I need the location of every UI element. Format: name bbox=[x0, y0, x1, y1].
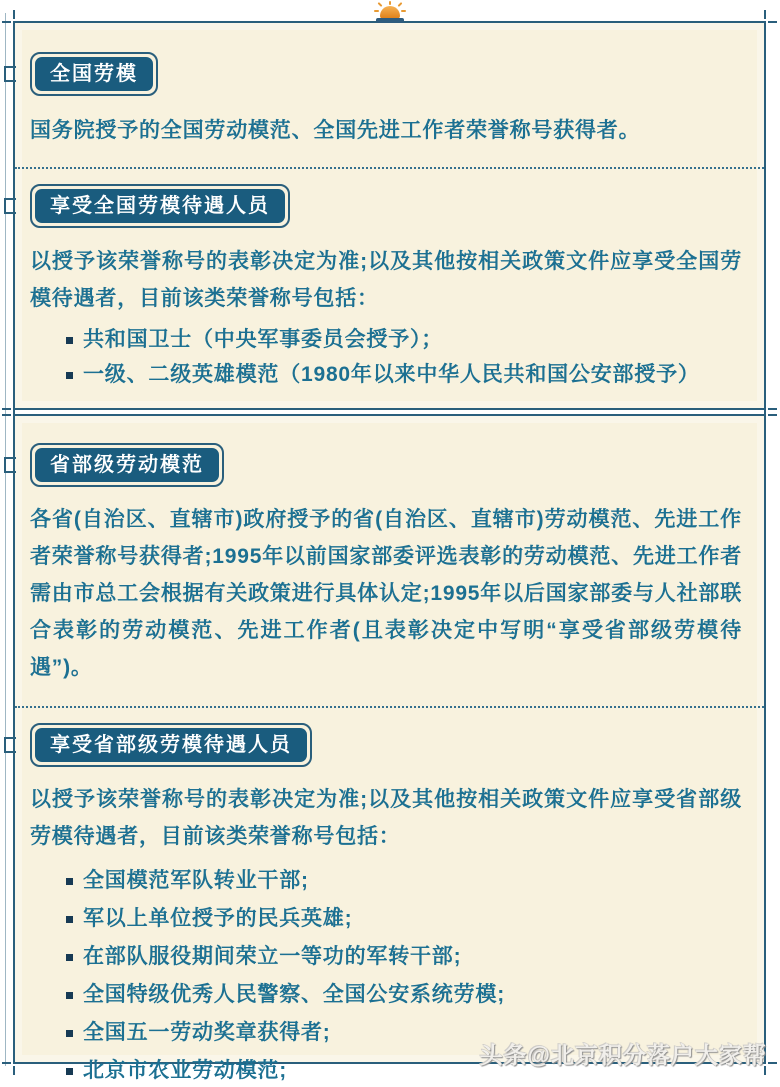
badge-label: 省部级劳动模范 bbox=[35, 448, 219, 482]
badge-bracket bbox=[4, 198, 16, 214]
list-item: 军以上单位授予的民兵英雄; bbox=[83, 902, 742, 935]
corner-tick bbox=[768, 21, 777, 23]
siren-ray-icon bbox=[378, 2, 383, 7]
corner-tick bbox=[768, 414, 777, 416]
corner-tick bbox=[764, 10, 766, 19]
siren-ray-icon bbox=[401, 10, 406, 12]
badge-national-treatment bbox=[30, 184, 290, 228]
corner-tick bbox=[768, 408, 777, 410]
dotted-divider bbox=[15, 167, 764, 169]
badge-national-model-worker bbox=[30, 52, 158, 96]
badge-bracket bbox=[4, 66, 16, 82]
watermark-text: 头条@北京积分落户大家帮 bbox=[479, 1042, 767, 1068]
card-body bbox=[15, 52, 764, 389]
badge-bracket bbox=[4, 737, 16, 753]
list-item: 全国特级优秀人民警察、全国公安系统劳模; bbox=[83, 978, 742, 1011]
badge-label: 全国劳模 bbox=[35, 57, 153, 91]
paragraph-national-treatment: 以授予该荣誉称号的表彰决定为准;以及其他按相关政策文件应享受全国劳模待遇者，目前该类荣誉称号包括： bbox=[30, 250, 742, 310]
corner-tick bbox=[2, 21, 11, 23]
siren-ray-icon bbox=[389, 1, 391, 5]
badge-provincial-treatment bbox=[30, 723, 312, 767]
badge-label: 享受省部级劳模待遇人员 bbox=[35, 728, 307, 762]
siren-icon bbox=[373, 1, 407, 25]
badge-row bbox=[30, 443, 742, 487]
left-guide-line bbox=[5, 13, 6, 1066]
list-item: 北京市农业劳动模范; bbox=[83, 1054, 742, 1087]
corner-tick bbox=[13, 10, 15, 19]
badge-row bbox=[30, 52, 742, 96]
paragraph-provincial-treatment: 以授予该荣誉称号的表彰决定为准;以及其他按相关政策文件应享受省部级劳模待遇者，目前该类荣誉称号包括： bbox=[30, 788, 742, 848]
badge-row bbox=[30, 184, 742, 228]
dotted-divider bbox=[15, 706, 764, 708]
siren-ray-icon bbox=[374, 10, 379, 12]
bullet-list-national bbox=[30, 326, 742, 389]
list-item: 一级、二级英雄模范（1980年以来中华人民共和国公安部授予） bbox=[83, 361, 742, 389]
badge-provincial-model-worker bbox=[30, 443, 224, 487]
corner-tick bbox=[13, 403, 15, 412]
paragraph-national-definition: 国务院授予的全国劳动模范、全国先进工作者荣誉称号获得者。 bbox=[30, 119, 641, 142]
corner-tick bbox=[2, 414, 11, 416]
corner-tick bbox=[768, 1062, 777, 1064]
siren-ray-icon bbox=[398, 2, 403, 7]
card-provincial-model-worker bbox=[13, 414, 766, 1082]
badge-label: 享受全国劳模待遇人员 bbox=[35, 189, 285, 223]
list-item: 共和国卫士（中央军事委员会授予）； bbox=[83, 326, 742, 354]
paragraph-provincial-definition: 各省(自治区、直辖市)政府授予的省(自治区、直辖市)劳动模范、先进工作者荣誉称号获得者;1995年以前国家部委评选表彰的劳动模范、先进工作者需由市总工会根据有关政策进行具体认定;1995年以后国家部委与人社部联合表彰的劳动模范、先进工作者(且表彰决定中写明“享受省部级劳模待遇”)。 bbox=[30, 508, 742, 679]
corner-tick bbox=[2, 1062, 11, 1064]
siren-base bbox=[376, 18, 404, 23]
list-item: 全国五一劳动奖章获得者; bbox=[83, 1016, 742, 1049]
list-item: 在部队服役期间荣立一等功的军转干部; bbox=[83, 940, 742, 973]
corner-tick bbox=[2, 408, 11, 410]
badge-row bbox=[30, 723, 742, 767]
badge-bracket bbox=[4, 457, 16, 473]
card-national-model-worker bbox=[13, 21, 766, 410]
list-item: 全国模范军队转业干部; bbox=[83, 864, 742, 897]
card-body bbox=[15, 443, 764, 1087]
watermark-toutiao bbox=[480, 1037, 767, 1070]
corner-tick bbox=[764, 403, 766, 412]
